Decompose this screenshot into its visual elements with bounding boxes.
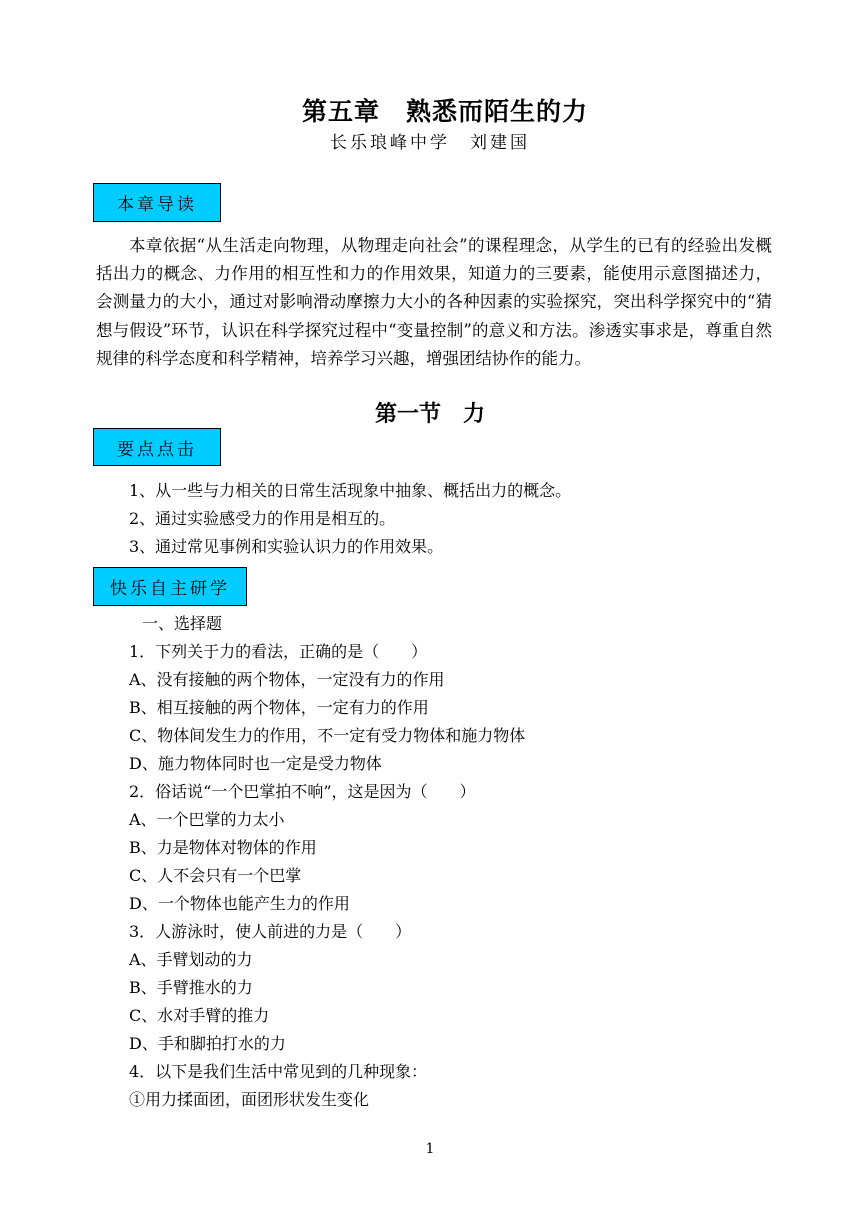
key-point-item: 2、通过实验感受力的作用是相互的。 [129, 509, 396, 528]
intro-tag: 本章导读 [93, 183, 221, 222]
question-1-option-b: B、相互接触的两个物体，一定有力的作用 [129, 698, 429, 717]
question-2: 2．俗话说“一个巴掌拍不响”，这是因为（ ） [129, 782, 476, 801]
self-study-tag: 快乐自主研学 [93, 567, 247, 606]
question-2-option-c: C、人不会只有一个巴掌 [129, 866, 302, 885]
question-2-option-a: A、一个巴掌的力太小 [129, 810, 285, 829]
question-3-option-d: D、手和脚拍打水的力 [129, 1034, 286, 1053]
intro-paragraph: 本章依据“从生活走向物理，从物理走向社会”的课程理念，从学生的已有的经验出发概括出力的概念、力作用的相互性和力的作用效果，知道力的三要素，能使用示意图描述力，会测量力的大小，通过对影响滑动摩擦力大小的各种因素的实验探究，突出科学探究中的“猜想与假设”环节，认识在科学探究过程中“变量控制”的意义和方法。渗透实事求是，尊重自然规律的科学态度和科学精神，培养学习兴趣，增强团结协作的能力。 [96, 236, 772, 368]
question-1-option-c: C、物体间发生力的作用，不一定有受力物体和施力物体 [129, 726, 526, 745]
key-point-item: 3、通过常见事例和实验认识力的作用效果。 [129, 537, 444, 556]
question-2-option-d: D、一个物体也能产生力的作用 [129, 894, 350, 913]
key-point-item: 1、从一些与力相关的日常生活现象中抽象、概括出力的概念。 [129, 481, 572, 500]
question-1: 1．下列关于力的看法，正确的是（ ） [129, 642, 428, 661]
chapter-title: 第五章 熟悉而陌生的力 [301, 97, 588, 126]
question-3: 3．人游泳时，使人前进的力是（ ） [129, 922, 412, 941]
key-points-tag: 要点点击 [93, 428, 221, 466]
question-4: 4．以下是我们生活中常见到的几种现象： [129, 1062, 428, 1081]
question-3-option-c: C、水对手臂的推力 [129, 1006, 270, 1025]
question-4-phenomenon-1: ①用力揉面团，面团形状发生变化 [129, 1090, 370, 1109]
question-2-option-b: B、力是物体对物体的作用 [129, 838, 317, 857]
question-type-heading: 一、选择题 [142, 614, 223, 633]
author-line: 长乐琅峰中学 刘建国 [330, 133, 530, 153]
question-3-option-a: A、手臂划动的力 [129, 950, 253, 969]
section-title: 第一节 力 [374, 401, 485, 427]
question-1-option-d: D、施力物体同时也一定是受力物体 [129, 754, 382, 773]
question-3-option-b: B、手臂推水的力 [129, 978, 253, 997]
page-number: 1 [425, 1141, 435, 1157]
question-1-option-a: A、没有接触的两个物体，一定没有力的作用 [129, 670, 445, 689]
